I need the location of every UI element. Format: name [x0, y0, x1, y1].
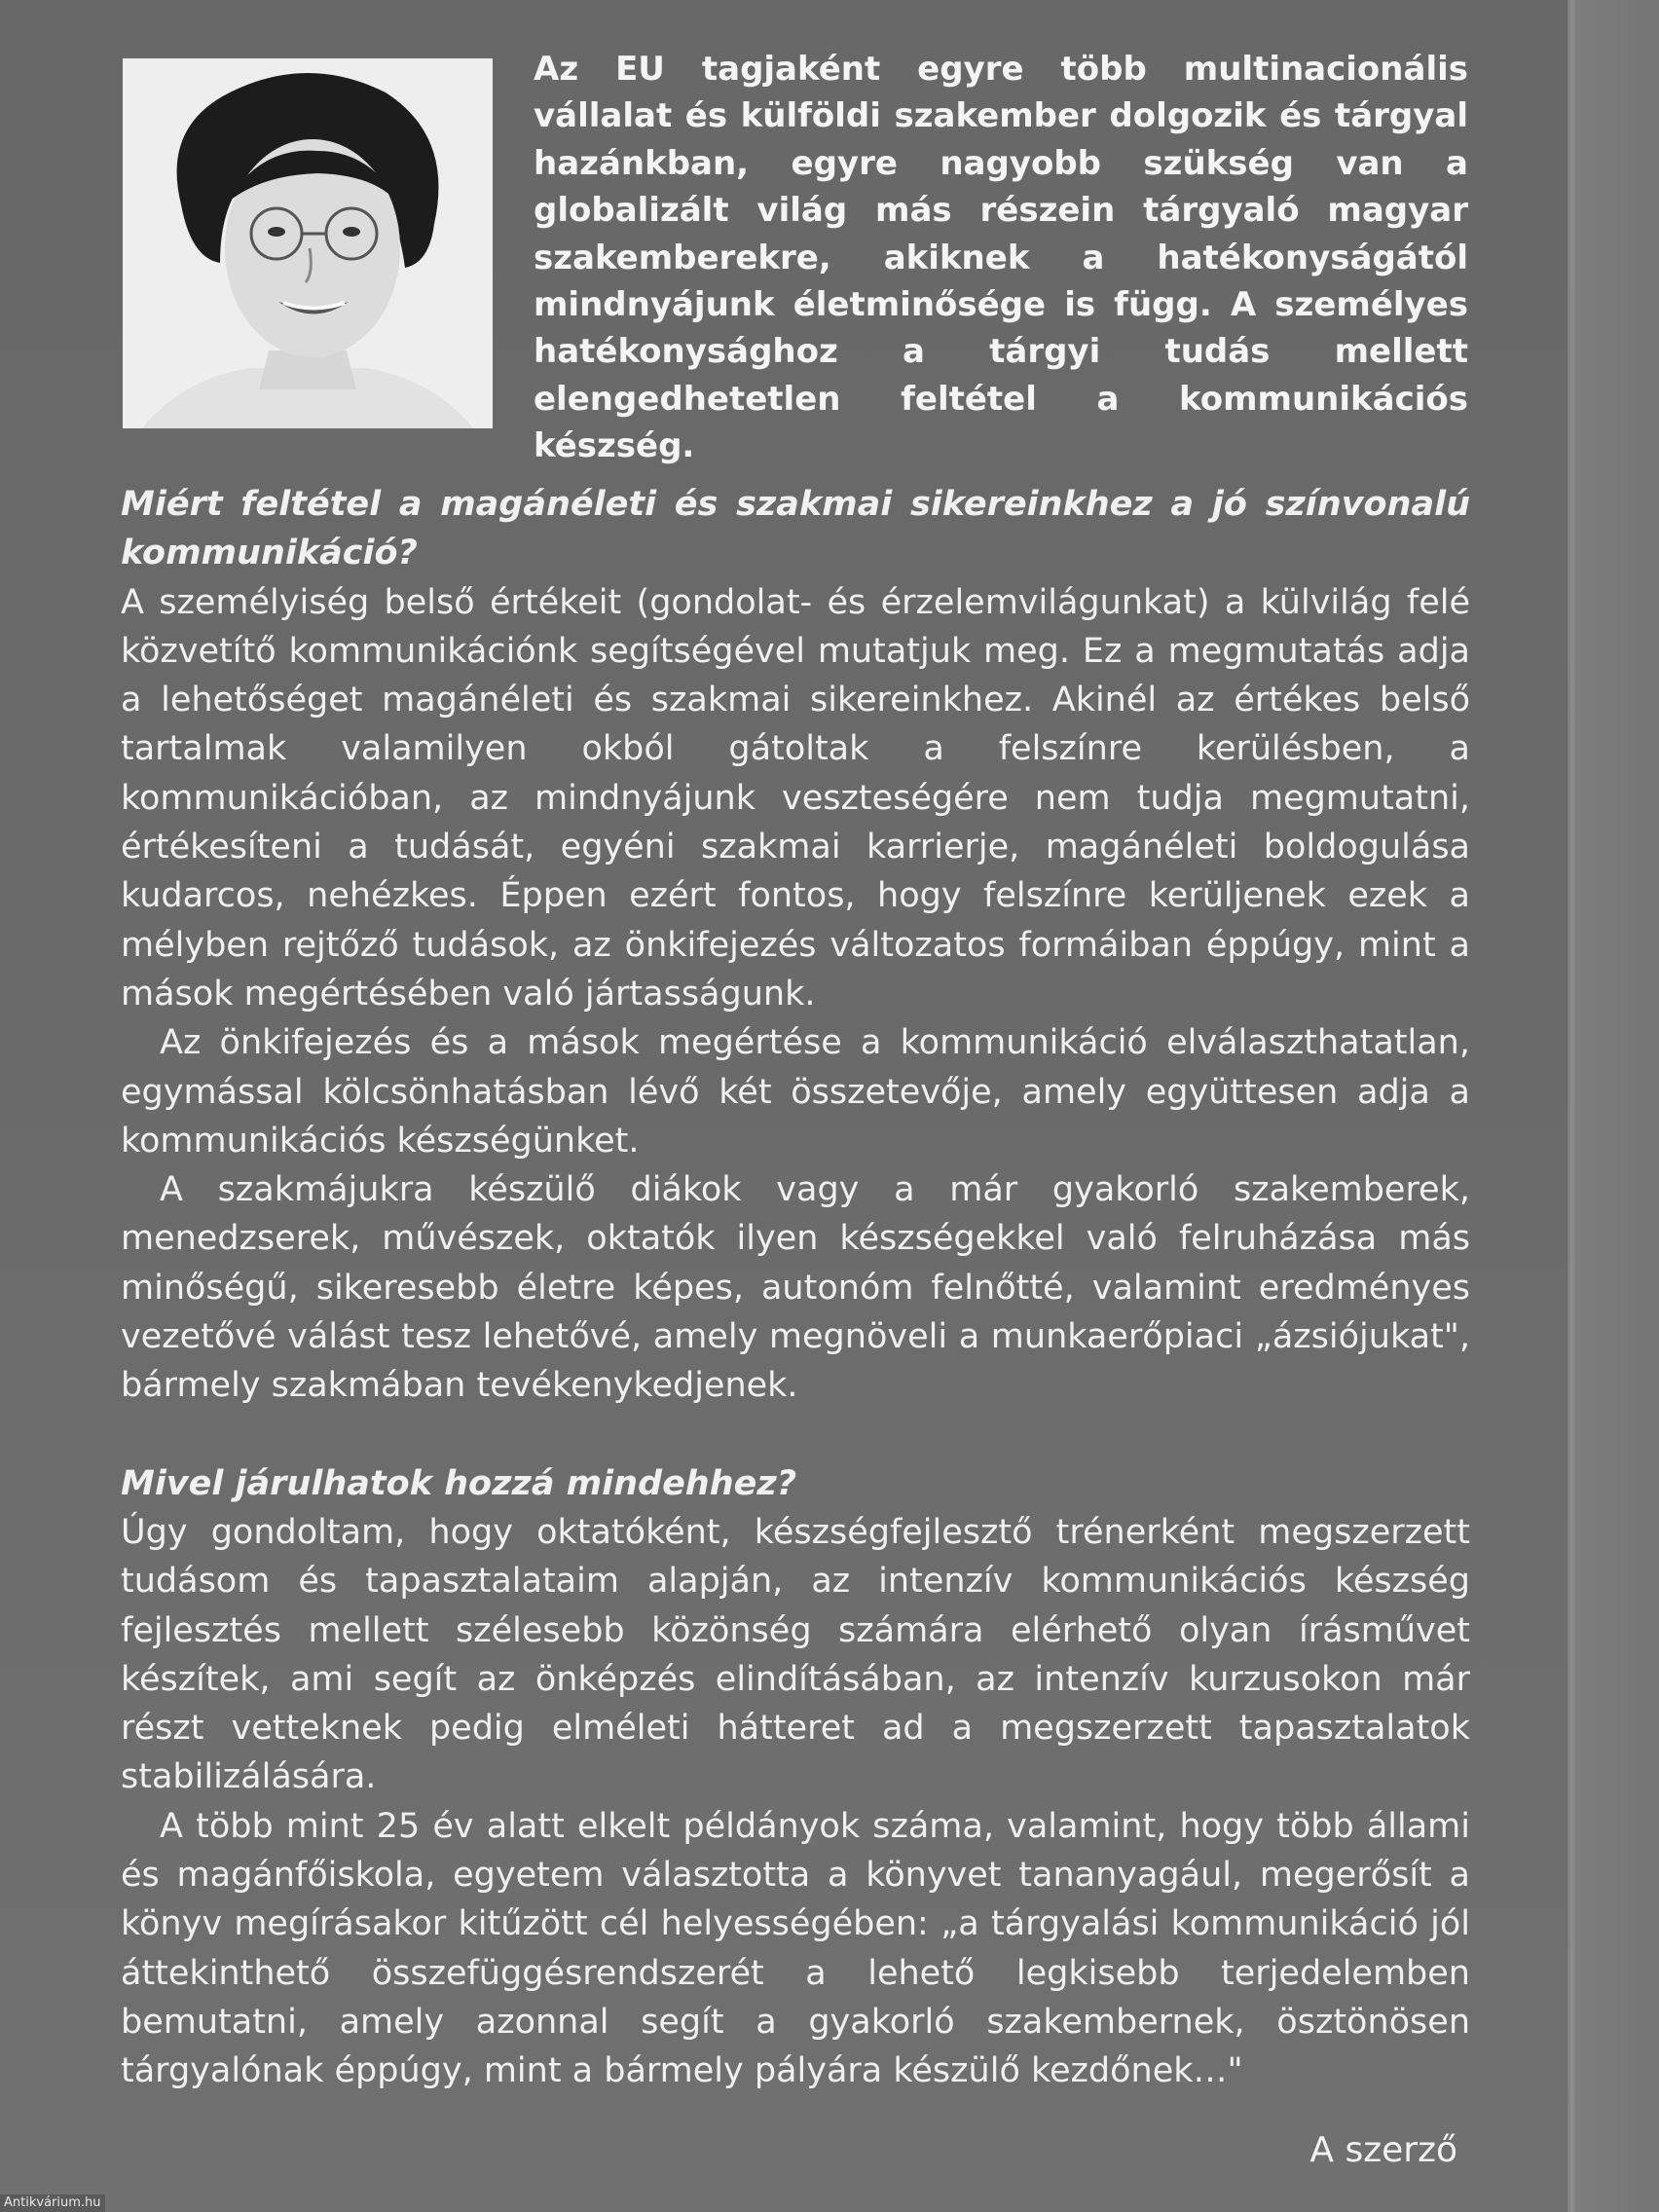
intro-paragraph: Az EU tagjaként egyre több multinacionális vállalat és külföldi szakember dolgozik és tárgyal hazánkban, egyre nagyobb szükség van a globalizált világ más részein tárgyaló magyar szakemberekre, akiknek a hatékonyságától mindnyájunk életminősége is függ. A személyes hatékonysághoz a tárgyi tudás mellett elengedhetetlen feltétel a kommunikációs készség. — [534, 50, 1468, 466]
paragraph: Úgy gondoltam, hogy oktatóként, készségfejlesztő trénerként megszerzett tudásom és tapasztalataim alapján, az intenzív kommunikációs készség fejlesztés mellett szélesebb közönség számára elérhető olyan írásművet készítek, ami segít az önképzés elindításában, az intenzív kurzusokon már részt vetteknek pedig elméleti hátteret ad a megszerzett tapasztalatok stabilizálására. — [121, 1512, 1470, 1797]
paragraph: Az önkifejezés és a mások megértése a kommunikáció elválaszthatatlan, egymással kölcsönhatásban lévő két összetevője, amely együttesen adja a kommunikációs készségünket. — [121, 1023, 1470, 1161]
author-signature: A szerző — [1309, 2130, 1457, 2170]
author-photo — [123, 58, 493, 428]
book-spine-edge — [1567, 0, 1659, 2212]
paragraph: A több mint 25 év alatt elkelt példányok száma, valamint, hogy több állami és magánfőiskola, egyetem választotta a könyvet tananyagául, megerősít a könyv megírásakor kitűzött cél helyességében: „a tárgyalási kommunikáció jól áttekinthető összefüggésrendszerét a lehető legkisebb terjedelemben bemutatni, amely azonnal segít a gyakorló szakembernek, ösztönösen tárgyalónak éppúgy, mint a bármely pályára készülő kezdőnek…" — [121, 1806, 1470, 2091]
paragraph: A személyiség belső értékeit (gondolat- és érzelemvilágunkat) a külvilág felé közvetítő kommunikációnk segítségével mutatjuk meg. Ez a megmutatás adja a lehetőséget magánéleti és szakmai sikereinkhez. Akinél az értékes belső tartalmak valamilyen okból gátoltak a felszínre kerülésben, a kommunikációban, az mindnyájunk veszteségére nem tudja megmutatni, értékesíteni a tudását, egyéni szakmai karrierje, magánéleti boldogulása kudarcos, nehézkes. Éppen ezért fontos, hogy felszínre kerüljenek ezek a mélyben rejtőző tudások, az önkifejezés változatos formáiban éppúgy, mint a mások megértésében való jártasságunk. — [121, 582, 1470, 1014]
main-text — [121, 480, 1470, 2096]
paragraph: A szakmájukra készülő diákok vagy a már gyakorló szakemberek, menedzserek, művészek, oktatók ilyen készségekkel való felruházása más minőségű, sikeresebb életre képes, autonóm felnőtté, valamint eredményes vezetővé válást tesz lehetővé, amely megnöveli a munkaerőpiaci „ázsiójukat", bármely szakmában tevékenykedjenek. — [121, 1170, 1470, 1406]
watermark: Antikvárium.hu — [0, 2194, 105, 2212]
section-heading: Miért feltétel a magánéleti és szakmai sikereinkhez a jó színvonalú kommunikáció? — [121, 485, 1470, 573]
section-heading: Mivel járulhatok hozzá mindehhez? — [121, 1463, 797, 1503]
